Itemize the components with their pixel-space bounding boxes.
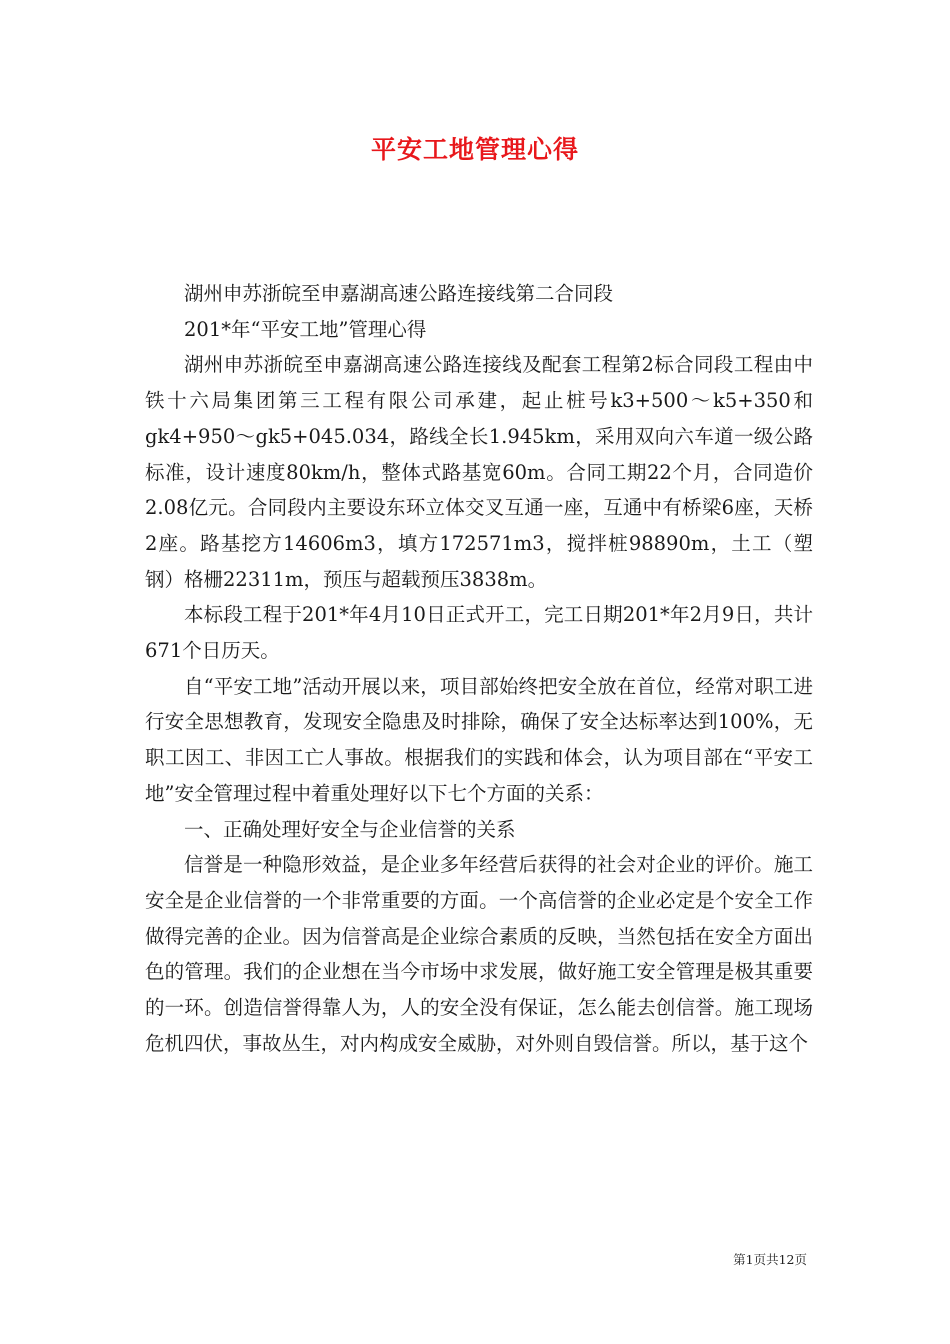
section-heading-1: 一、正确处理好安全与企业信誉的关系 [184,817,516,841]
document-body [145,276,813,1061]
paragraph-subtitle-1: 湖州申苏浙皖至申嘉湖高速公路连接线第二合同段 [184,282,614,305]
paragraph-schedule: 本标段工程于201*年4月10日正式开工，完工日期201*年2月9日，共计671个日历天。 [145,603,813,663]
paragraph-subtitle-2: 201*年“平安工地”管理心得 [184,317,427,341]
paragraph-project-overview: 湖州申苏浙皖至申嘉湖高速公路连接线及配套工程第2标合同段工程由中铁十六局集团第三工程有限公司承建，起止桩号k3+500～k5+350和gk4+950～gk5+045.034，路线全长1.945km，采用双向六车道一级公路标准，设计速度80km/h，整体式路基宽60m。合同工期22个月，合同造价2.08亿元。合同段内主要设东环立体交叉互通一座，互通中有桥梁6座，天桥2座。路基挖方14606m3，填方172571m3，搅拌桩98890m，土工（塑钢）格栅22311m，预压与超载预压3838m。 [145,353,813,591]
document-title: 平安工地管理心得 [370,135,579,164]
paragraph-reputation: 信誉是一种隐形效益，是企业多年经营后获得的社会对企业的评价。施工安全是企业信誉的一个非常重要的方面。一个高信誉的企业必定是个安全工作做得完善的企业。因为信誉高是企业综合素质的反映，当然包括在安全方面出色的管理。我们的企业想在当今市场中求发展，做好施工安全管理是极其重要的一环。创造信誉得靠人为，人的安全没有保证，怎么能去创信誉。施工现场危机四伏，事故丛生，对内构成安全威胁，对外则自毁信誉。所以，基于这个 [145,853,813,1055]
paragraph-activity-summary: 自“平安工地”活动开展以来，项目部始终把安全放在首位，经常对职工进行安全思想教育，发现安全隐患及时排除，确保了安全达标率达到100%，无职工因工、非因工亡人事故。根据我们的实践和体会，认为项目部在“平安工地”安全管理过程中着重处理好以下七个方面的关系： [145,674,813,805]
page-number: 第1页共12页 [733,1252,807,1267]
